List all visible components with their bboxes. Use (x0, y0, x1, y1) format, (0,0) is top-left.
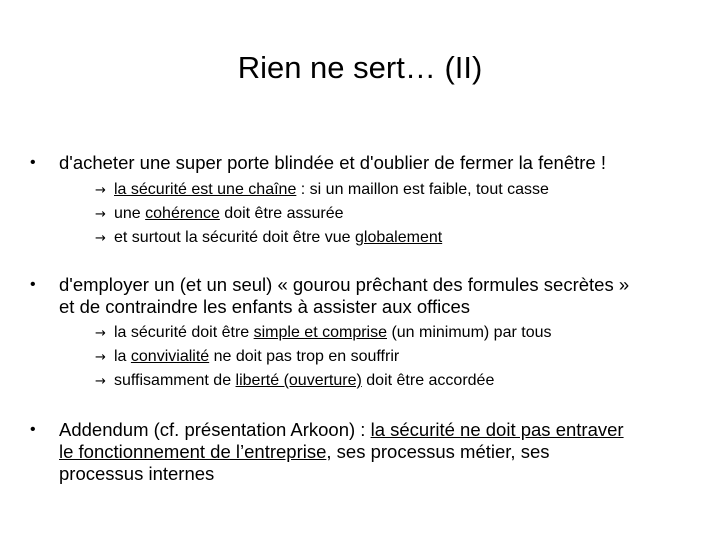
bullet-dot-icon: • (30, 276, 36, 293)
bullet-3-text-part: Addendum (cf. présentation Arkoon) : (59, 419, 371, 440)
sub-text: une (114, 205, 146, 222)
bullet-3-text-part: , ses processus métier, ses (326, 441, 550, 462)
bullet-3-text (59, 419, 700, 485)
slide-title: Rien ne sert… (II) (237, 50, 483, 85)
sub-text: doit être accordée (361, 372, 495, 389)
sub-text: la sécurité doit être (114, 324, 254, 341)
bullet-2-sub-3 (95, 371, 494, 392)
bullet-2-sub-2 (95, 347, 399, 368)
bullet-2 (30, 274, 700, 318)
bullet-2-line-2: et de contraindre les enfants à assister aux offices (59, 296, 471, 317)
bullet-dot-icon: • (30, 154, 36, 171)
underlined-text: cohérence (145, 205, 220, 222)
bullet-2-sub-1 (95, 323, 552, 344)
bullet-3-line-3: processus internes (59, 463, 215, 484)
underlined-text: le fonctionnement de l’entreprise (59, 441, 327, 462)
sub-text: et surtout la sécurité doit être vue (114, 229, 356, 246)
arrow-right-icon: → (95, 207, 106, 222)
sub-text: (un minimum) par tous (387, 324, 552, 341)
arrow-right-icon: → (95, 374, 106, 389)
arrow-right-icon: → (95, 350, 106, 365)
underlined-text: convivialité (130, 348, 210, 365)
bullet-1-sub-1 (95, 180, 549, 201)
arrow-right-icon: → (95, 231, 106, 246)
bullet-1-text: d'acheter une super porte blindée et d'oublier de fermer la fenêtre ! (59, 152, 606, 173)
bullet-3-line-1 (59, 419, 700, 441)
underlined-text: simple et comprise (253, 324, 387, 341)
bullet-2-line-1: d'employer un (et un seul) « gourou prêchant des formules secrètes » (59, 274, 630, 295)
bullet-1-sub-3 (95, 228, 442, 249)
bullet-1-sub-2 (95, 204, 343, 225)
underlined-text: la sécurité est une chaîne (114, 181, 297, 198)
bullet-dot-icon: • (30, 421, 36, 438)
bullet-2-text (59, 274, 700, 318)
bullet-3 (30, 419, 700, 485)
sub-text: la (114, 348, 131, 365)
sub-text: : si un maillon est faible, tout casse (296, 181, 549, 198)
arrow-right-icon: → (95, 326, 106, 341)
underlined-text: globalement (355, 229, 443, 246)
underlined-text: la sécurité ne doit pas entraver (370, 419, 624, 440)
bullet-1 (30, 152, 700, 174)
sub-text: doit être assurée (219, 205, 344, 222)
bullet-3-line-2 (59, 441, 700, 463)
sub-text: suffisamment de (114, 372, 236, 389)
arrow-right-icon: → (95, 183, 106, 198)
underlined-text: liberté (ouverture) (235, 372, 362, 389)
sub-text: ne doit pas trop en souffrir (209, 348, 400, 365)
